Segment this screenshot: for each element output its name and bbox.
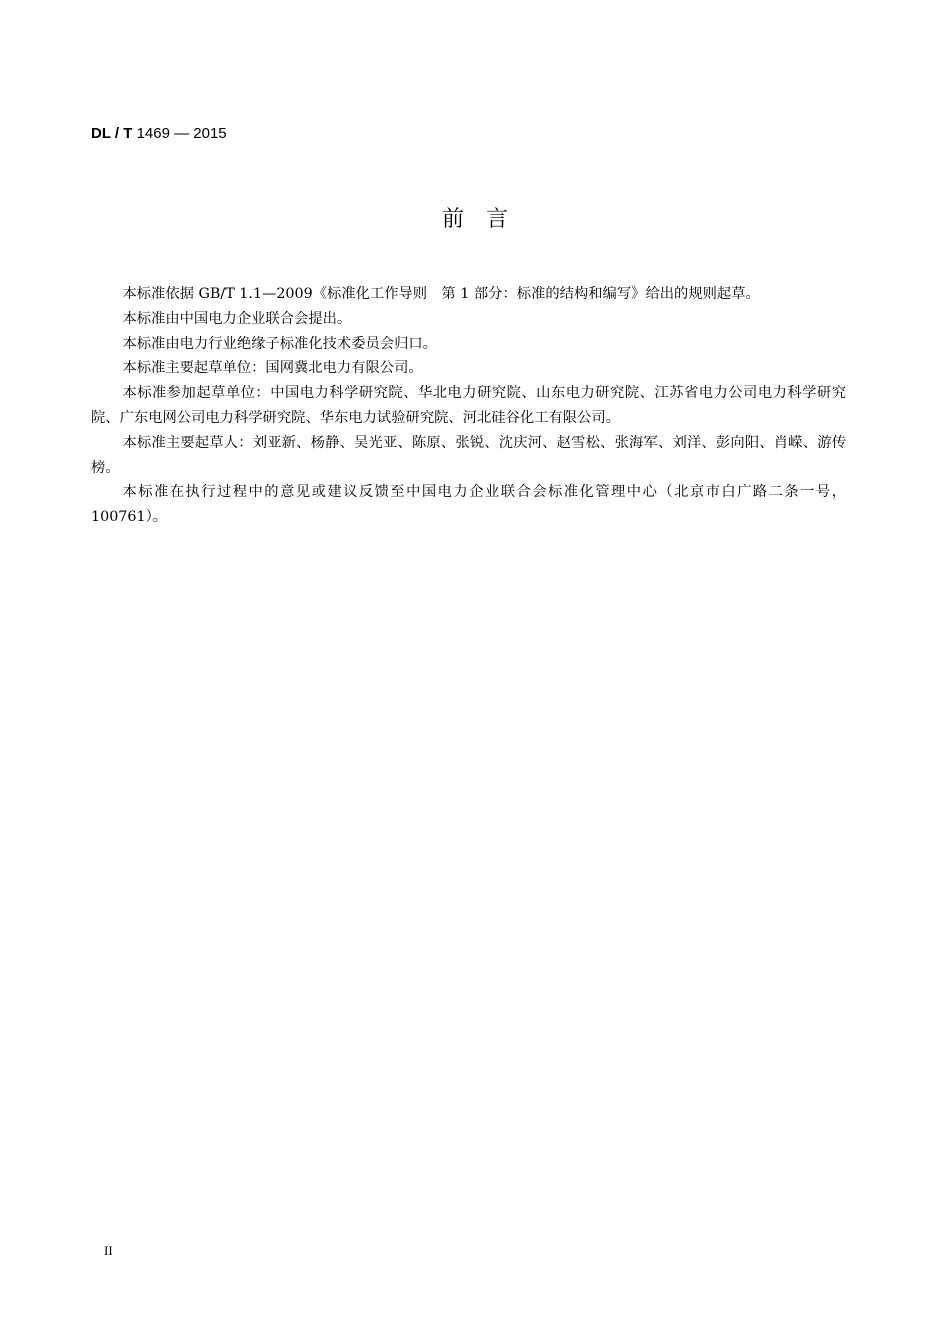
- paragraph-proposer: 本标准由中国电力企业联合会提出。: [122, 310, 352, 327]
- paragraph-participating-units: 本标准参加起草单位：中国电力科学研究院、华北电力研究院、山东电力研究院、江苏省电力公司电力科学研究院、广东电网公司电力科学研究院、华东电力试验研究院、河北硅谷化工有限公司。: [91, 385, 846, 426]
- paragraph-drafting-rules: 本标准依据 GB/T 1.1—2009《标准化工作导则 第 1 部分：标准的结构和编写》给出的规则起草。: [122, 286, 760, 302]
- paragraph-committee: 本标准由电力行业绝缘子标准化技术委员会归口。: [122, 335, 437, 352]
- standard-code: DL / T: [91, 125, 133, 142]
- page-number: II: [104, 1243, 113, 1258]
- standard-header: [91, 124, 227, 144]
- paragraph-main-drafter-unit: 本标准主要起草单位：国网冀北电力有限公司。: [122, 360, 423, 377]
- standard-number: 1469 — 2015: [136, 125, 227, 142]
- paragraph-main-drafters: 本标准主要起草人：刘亚新、杨静、吴光亚、陈原、张锐、沈庆河、赵雪松、张海军、刘洋、彭向阳、肖嵘、游传榜。: [91, 434, 846, 476]
- paragraph-feedback: 本标准在执行过程中的意见或建议反馈至中国电力企业联合会标准化管理中心（北京市白广路二条一号，100761）。: [91, 484, 846, 526]
- foreword-body: [91, 282, 846, 530]
- page-title: 前 言: [441, 207, 508, 232]
